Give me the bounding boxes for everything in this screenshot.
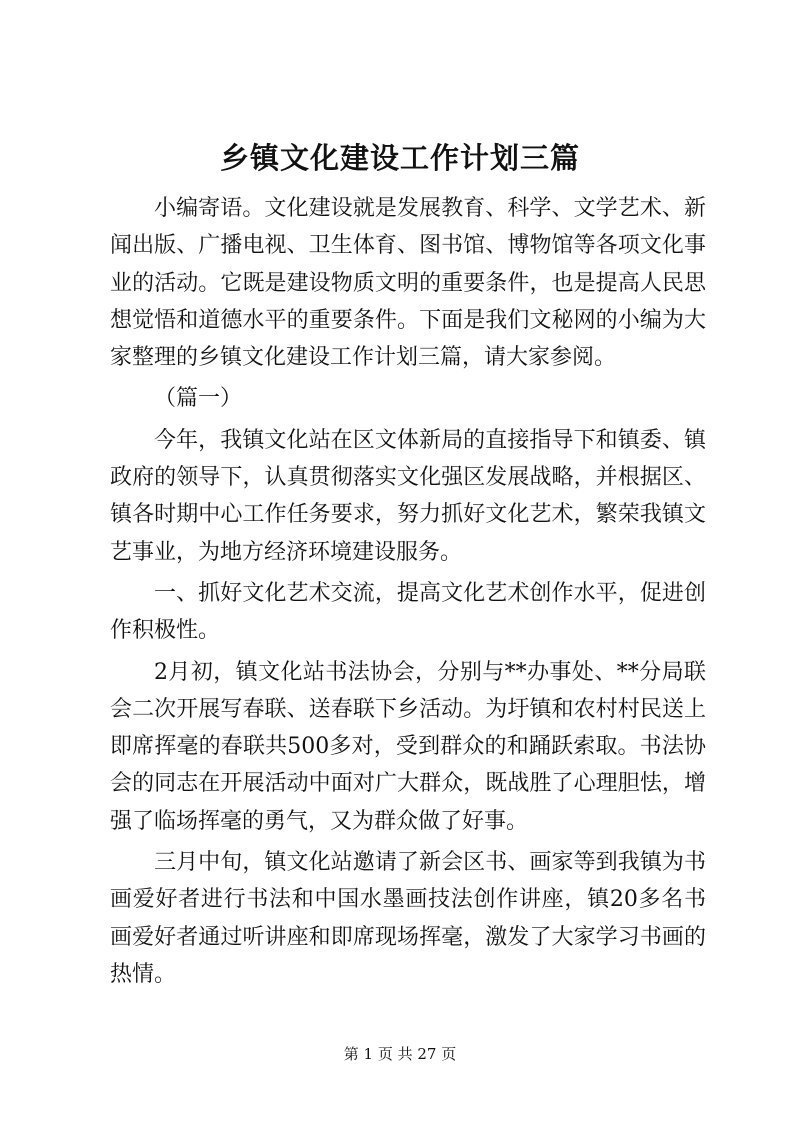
paragraph-point-one: 一、抓好文化艺术交流，提高文化艺术创作水平，促进创作积极性。 [110,580,706,644]
document-body [110,190,706,997]
paragraph-february: 2月初，镇文化站书法协会，分别与**办事处、**分局联会二次开展写春联、送春联下乡活动。为圩镇和农村村民送上即席挥毫的春联共500多对，受到群众的和踊跃索取。书法协会的同志在开展活动中面对广大群众，既战胜了心理胆怯，增强了临场挥毫的勇气，又为群众做了好事。 [110,659,706,834]
paragraph-section-heading: （篇一） [154,386,243,412]
paragraph-intro: 小编寄语。文化建设就是发展教育、科学、文学艺术、新闻出版、广播电视、卫生体育、图书馆、博物馆等各项文化事业的活动。它既是建设物质文明的重要条件，也是提高人民思想觉悟和道德水平的重要条件。下面是我们文秘网的小编为大家整理的乡镇文化建设工作计划三篇，请大家参阅。 [110,196,706,371]
paragraph-overview: 今年，我镇文化站在区文体新局的直接指导下和镇委、镇政府的领导下，认真贯彻落实文化强区发展战略，并根据区、镇各时期中心工作任务要求，努力抓好文化艺术，繁荣我镇文艺事业，为地方经济环境建设服务。 [110,427,706,565]
page-footer: 第 1 页 共 27 页 [343,1045,457,1063]
paragraph-march: 三月中旬，镇文化站邀请了新会区书、画家等到我镇为书画爱好者进行书法和中国水墨画技法创作讲座，镇20多名书画爱好者通过听讲座和即席现场挥毫，激发了大家学习书画的热情。 [110,850,706,987]
document-title: 乡镇文化建设工作计划三篇 [219,141,580,175]
